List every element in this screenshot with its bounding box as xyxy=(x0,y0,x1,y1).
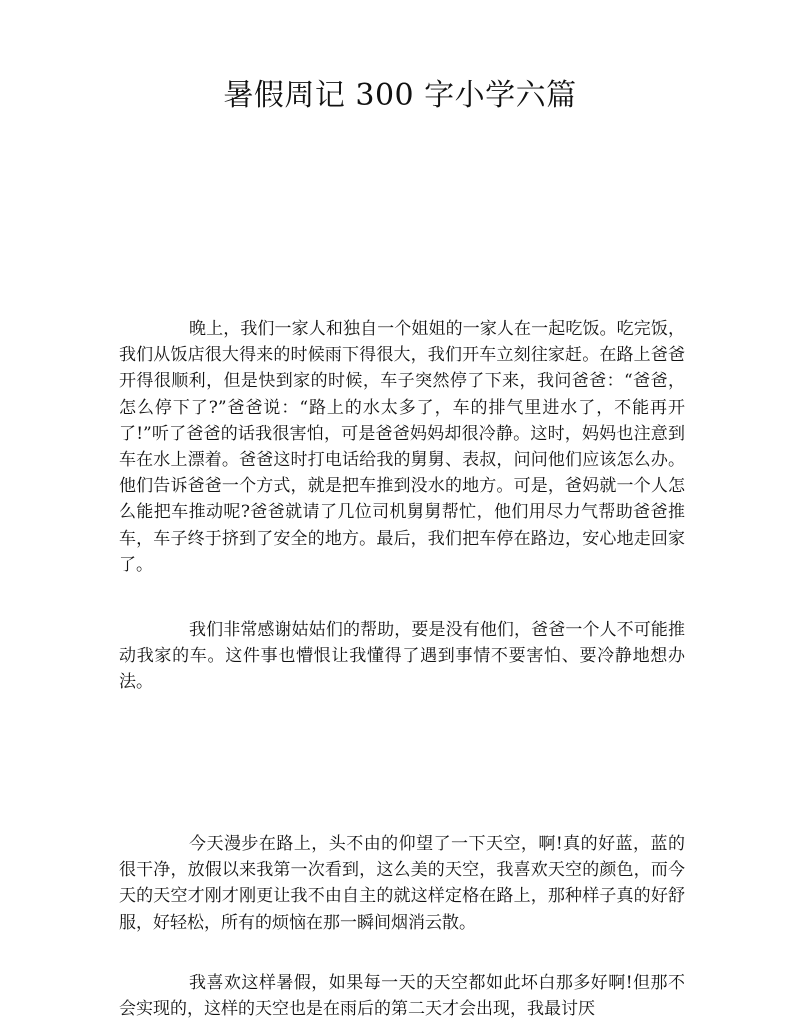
paragraph-thanks: 我们非常感谢姑姑们的帮助，要是没有他们，爸爸一个人不可能推动我家的车。这件事也懵恨让我懂得了遇到事情不要害怕、要冷静地想办法。 xyxy=(119,620,685,693)
paragraph-summer-wish: 我喜欢这样暑假，如果每一天的天空都如此坏白那多好啊!但那不会实现的，这样的天空也是在雨后的第二天才会出现，我最讨厌 xyxy=(119,973,685,1020)
paragraph-dinner-rain: 晚上，我们一家人和独自一个姐姐的一家人在一起吃饭。吃完饭，我们从饭店很大得来的时候雨下得很大，我们开车立刻往家赶。在路上爸爸开得很顺利，但是快到家的时候，车子突然停了下来，我问爸爸：“爸爸，怎么停下了?”爸爸说：“路上的水太多了，车的排气里进水了，不能再开了!”听了爸爸的话我很害怕，可是爸爸妈妈却很冷静。这时，妈妈也注意到车在水上漂着。爸爸这时打电话给我的舅舅、表叔，问问他们应该怎么办。他们告诉爸爸一个方式，就是把车推到没水的地方。可是，爸妈就一个人怎么能把车推动呢?爸爸就请了几位司机舅舅帮忙，他们用尽力气帮助爸爸推车，车子终于挤到了安全的地方。最后，我们把车停在路边，安心地走回家了。 xyxy=(119,319,685,575)
document-title: 暑假周记 300 字小学六篇 xyxy=(223,78,577,113)
paragraph-blue-sky: 今天漫步在路上，头不由的仰望了一下天空，啊!真的好蓝，蓝的很干净，放假以来我第一次看到，这么美的天空，我喜欢天空的颜色，而今天的天空才刚才刚更让我不由自主的就这样定格在路上，那种样子真的好舒服，好轻松，所有的烦恼在那一瞬间烟消云散。 xyxy=(119,834,685,933)
